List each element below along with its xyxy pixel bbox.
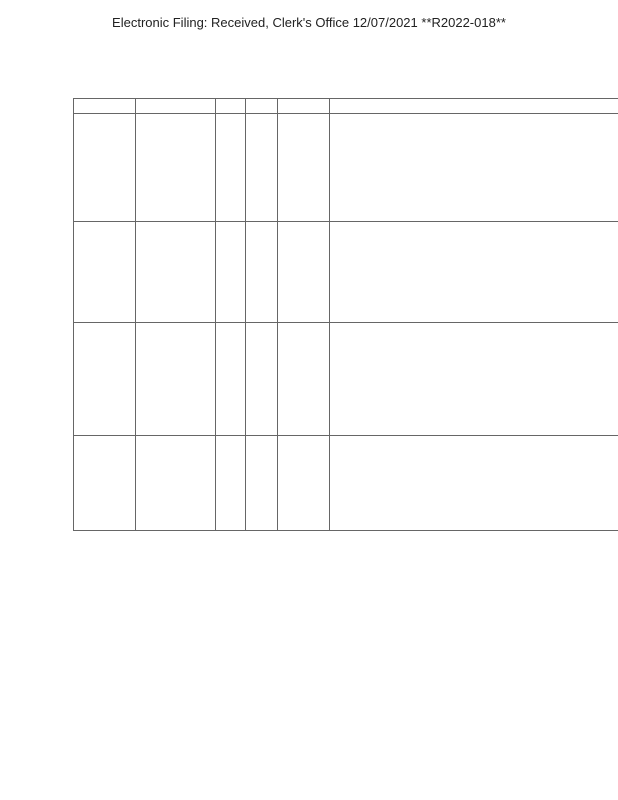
table-row [74,222,618,323]
measure-cell [74,436,136,531]
provision-cell [136,222,216,323]
measure-cell [74,323,136,436]
value-cell [216,323,246,436]
column-header [136,99,216,114]
provision-cell [136,114,216,222]
table-row [74,436,618,531]
value-cell [278,222,330,323]
measure-cell [74,222,136,323]
provision-cell [136,436,216,531]
description-cell [330,436,618,531]
description-cell [330,323,618,436]
provision-cell [136,323,216,436]
column-header [330,99,618,114]
filing-stamp: Electronic Filing: Received, Clerk's Office 12/07/2021 **R2022-018** [112,15,506,30]
value-cell [216,222,246,323]
value-cell [278,436,330,531]
column-header [74,99,136,114]
description-cell [330,222,618,323]
column-header [278,99,330,114]
table-row [74,323,618,436]
table-header-row [74,99,618,114]
value-cell [216,114,246,222]
measure-cell [74,114,136,222]
value-cell [246,436,278,531]
value-cell [246,323,278,436]
column-header [246,99,278,114]
table-row [74,114,618,222]
value-cell [246,114,278,222]
description-cell [330,114,618,222]
value-cell [246,222,278,323]
value-cell [278,114,330,222]
emissions-table [73,98,618,531]
column-header [216,99,246,114]
value-cell [278,323,330,436]
value-cell [216,436,246,531]
